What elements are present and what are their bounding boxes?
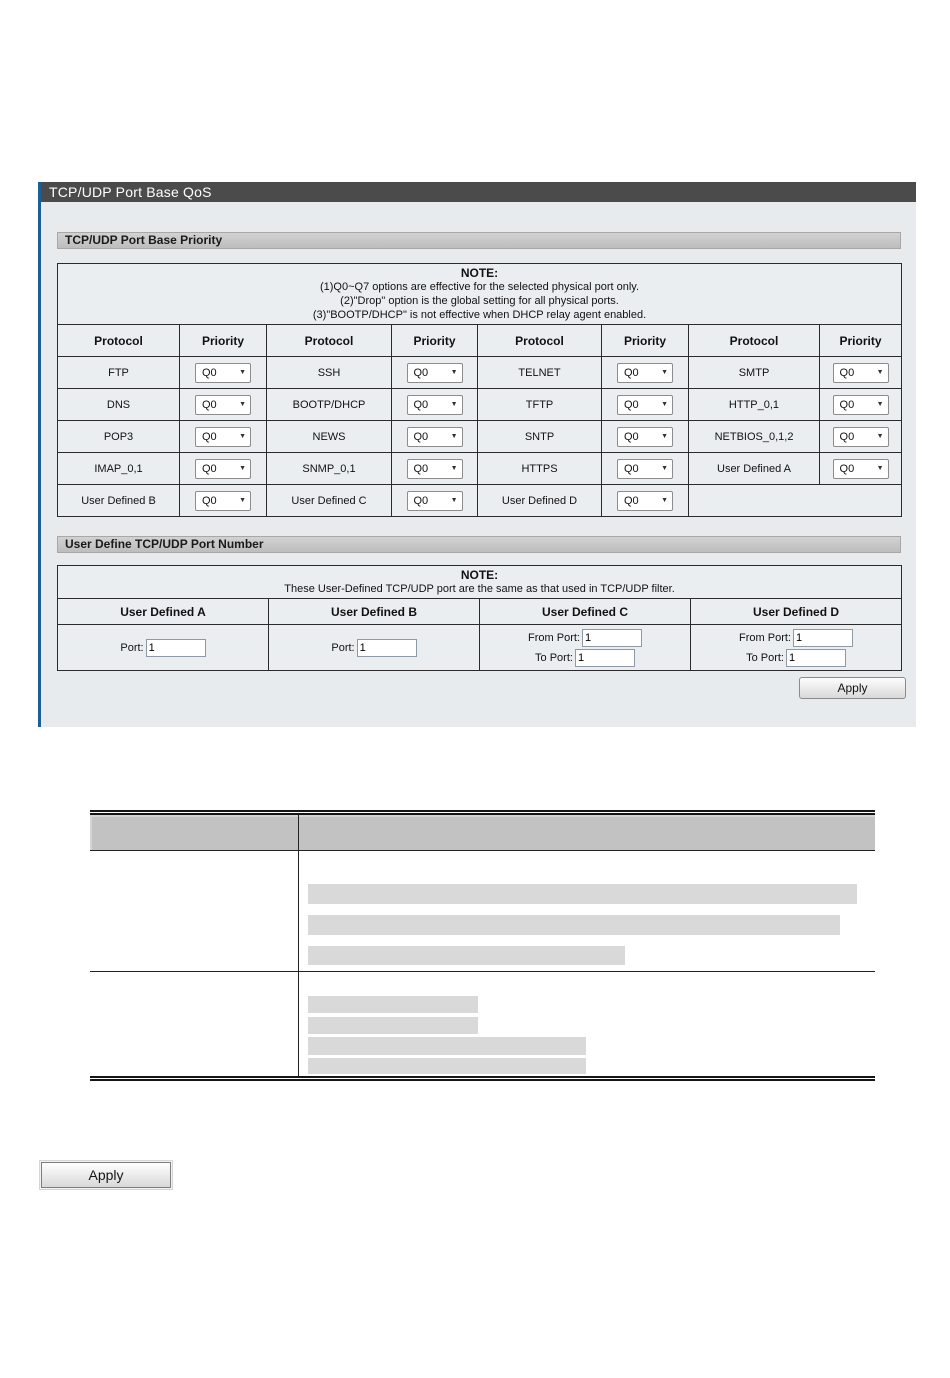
priority-select-value: Q0 (624, 494, 639, 507)
column-header: Priority (180, 325, 267, 357)
priority-select-user-defined-c[interactable] (407, 491, 463, 511)
redacted-text-bar (308, 1017, 478, 1034)
priority-cell (180, 453, 267, 485)
priority-cell (392, 453, 478, 485)
chevron-down-icon: ▼ (450, 433, 458, 440)
protocol-label: DNS (58, 389, 180, 421)
priority-select-user-defined-b[interactable] (195, 491, 251, 511)
priority-cell (392, 357, 478, 389)
user-define-header-row (58, 599, 902, 625)
priority-table-row (58, 357, 902, 389)
redacted-text-bar (308, 1058, 586, 1074)
priority-table-row (58, 453, 902, 485)
port-field-label: To Port: (746, 651, 784, 664)
chevron-down-icon: ▼ (876, 401, 884, 408)
protocol-label: SNTP (478, 421, 602, 453)
protocol-label: BOOTP/DHCP (267, 389, 392, 421)
priority-select-value: Q0 (413, 462, 429, 475)
priority-select-value: Q0 (624, 366, 639, 379)
port-input-user-defined-c-to-port-[interactable] (575, 649, 635, 667)
column-header: Protocol (267, 325, 392, 357)
protocol-label: HTTP_0,1 (689, 389, 820, 421)
priority-cell (602, 485, 689, 517)
section-header-user-define-port: User Define TCP/UDP Port Number (57, 536, 901, 553)
priority-select-value: Q0 (202, 398, 217, 411)
chevron-down-icon: ▼ (239, 465, 246, 472)
priority-cell (180, 389, 267, 421)
qos-config-panel (38, 182, 916, 727)
priority-select-value: Q0 (624, 462, 639, 475)
protocol-label: NEWS (267, 421, 392, 453)
priority-select-value: Q0 (202, 494, 217, 507)
priority-select-user-defined-d[interactable] (617, 491, 673, 511)
protocol-label: TFTP (478, 389, 602, 421)
priority-select-sntp[interactable] (617, 427, 673, 447)
note-line: These User-Defined TCP/UDP port are the same as that used in TCP/UDP filter. (284, 583, 675, 595)
priority-select-snmp-0-1[interactable] (407, 459, 463, 479)
doc-table-row-divider (90, 971, 875, 972)
priority-cell (392, 421, 478, 453)
column-header: User Defined C (480, 599, 691, 625)
priority-cell (180, 485, 267, 517)
priority-select-value: Q0 (413, 430, 429, 443)
priority-table-row (58, 389, 902, 421)
apply-button-panel[interactable]: Apply (799, 677, 906, 699)
priority-cell (820, 421, 902, 453)
user-define-cell (58, 625, 269, 671)
priority-select-ssh[interactable] (407, 363, 463, 383)
chevron-down-icon: ▼ (661, 497, 668, 504)
chevron-down-icon: ▼ (661, 369, 668, 376)
priority-select-bootp-dhcp[interactable] (407, 395, 463, 415)
priority-cell (602, 357, 689, 389)
priority-cell (392, 485, 478, 517)
port-input-user-defined-b-port-[interactable] (357, 639, 417, 657)
priority-select-smtp[interactable] (833, 363, 889, 383)
protocol-label: User Defined A (689, 453, 820, 485)
priority-cell (602, 453, 689, 485)
protocol-label: User Defined D (478, 485, 602, 517)
priority-select-netbios-0-1-2[interactable] (833, 427, 889, 447)
priority-select-value: Q0 (839, 430, 855, 443)
user-define-table (57, 565, 902, 671)
priority-select-telnet[interactable] (617, 363, 673, 383)
priority-select-ftp[interactable] (195, 363, 251, 383)
column-header: Priority (820, 325, 902, 357)
priority-table-header-row (58, 325, 902, 357)
empty-cell (689, 485, 902, 517)
note-line-1: (1)Q0~Q7 options are effective for the selected physical port only. (319, 281, 640, 293)
user-define-cell (480, 625, 691, 671)
protocol-label: User Defined B (58, 485, 180, 517)
apply-button-bottom[interactable]: Apply (41, 1162, 171, 1188)
priority-cell (820, 357, 902, 389)
protocol-label: POP3 (58, 421, 180, 453)
redacted-text-bar (308, 1037, 586, 1055)
priority-select-dns[interactable] (195, 395, 251, 415)
port-field-label: To Port: (535, 651, 573, 664)
priority-cell (602, 389, 689, 421)
page-title: TCP/UDP Port Base QoS (41, 182, 916, 202)
priority-table-row (58, 485, 902, 517)
chevron-down-icon: ▼ (661, 465, 668, 472)
priority-select-value: Q0 (624, 398, 639, 411)
note-title: NOTE: (460, 568, 499, 582)
priority-select-news[interactable] (407, 427, 463, 447)
priority-cell (180, 421, 267, 453)
priority-select-value: Q0 (202, 430, 217, 443)
section-header-port-base-priority: TCP/UDP Port Base Priority (57, 232, 901, 249)
priority-select-imap-0-1[interactable] (195, 459, 251, 479)
priority-note (58, 264, 902, 325)
port-input-user-defined-d-to-port-[interactable] (786, 649, 846, 667)
note-line-2: (2)"Drop" option is the global setting for all physical ports. (340, 295, 619, 307)
redacted-text-bar (308, 884, 857, 904)
user-define-cell (691, 625, 902, 671)
chevron-down-icon: ▼ (450, 465, 458, 472)
protocol-label: IMAP_0,1 (58, 453, 180, 485)
chevron-down-icon: ▼ (450, 369, 458, 376)
priority-select-user-defined-a[interactable] (833, 459, 889, 479)
note-line-3: (3)"BOOTP/DHCP" is not effective when DHCP relay agent enabled. (312, 309, 647, 321)
user-define-body-row (58, 625, 902, 671)
priority-select-value: Q0 (413, 398, 429, 411)
priority-table-row (58, 421, 902, 453)
column-header: Priority (392, 325, 478, 357)
priority-cell (392, 389, 478, 421)
chevron-down-icon: ▼ (661, 433, 668, 440)
user-define-cell (269, 625, 480, 671)
column-header: User Defined A (58, 599, 269, 625)
doc-table (90, 810, 875, 1081)
column-header: User Defined D (691, 599, 902, 625)
redacted-text-bar (308, 915, 840, 935)
redacted-text-bar (308, 946, 625, 965)
priority-select-value: Q0 (413, 494, 429, 507)
redacted-text-bar (308, 996, 478, 1013)
column-header: Priority (602, 325, 689, 357)
priority-select-value: Q0 (202, 366, 217, 379)
column-header: Protocol (689, 325, 820, 357)
protocol-label: NETBIOS_0,1,2 (689, 421, 820, 453)
doc-table-column-divider (298, 815, 299, 1076)
column-header: Protocol (478, 325, 602, 357)
protocol-label: FTP (58, 357, 180, 389)
apply-button-frame (39, 1160, 173, 1190)
port-field-label: Port: (331, 641, 355, 654)
protocol-label: SNMP_0,1 (267, 453, 392, 485)
priority-select-pop3[interactable] (195, 427, 251, 447)
chevron-down-icon: ▼ (661, 401, 668, 408)
priority-select-https[interactable] (617, 459, 673, 479)
doc-table-header-row (90, 815, 875, 851)
column-header: Protocol (58, 325, 180, 357)
protocol-label: HTTPS (478, 453, 602, 485)
priority-select-value: Q0 (413, 366, 429, 379)
column-header: User Defined B (269, 599, 480, 625)
priority-select-value: Q0 (202, 462, 217, 475)
port-input-user-defined-a-port-[interactable] (146, 639, 206, 657)
port-field-label: From Port: (739, 631, 791, 644)
priority-cell (820, 453, 902, 485)
chevron-down-icon: ▼ (876, 369, 884, 376)
chevron-down-icon: ▼ (239, 497, 246, 504)
priority-table (57, 263, 902, 517)
protocol-label: SMTP (689, 357, 820, 389)
priority-select-tftp[interactable] (617, 395, 673, 415)
priority-select-value: Q0 (839, 462, 855, 475)
protocol-label: TELNET (478, 357, 602, 389)
priority-cell (602, 421, 689, 453)
chevron-down-icon: ▼ (876, 433, 884, 440)
chevron-down-icon: ▼ (239, 401, 246, 408)
port-field-label: Port: (120, 641, 144, 654)
protocol-label: User Defined C (267, 485, 392, 517)
port-field-label: From Port: (528, 631, 580, 644)
port-input-user-defined-d-from-port-[interactable] (793, 629, 853, 647)
priority-select-http-0-1[interactable] (833, 395, 889, 415)
priority-select-value: Q0 (839, 398, 855, 411)
user-define-note (58, 566, 902, 599)
priority-cell (820, 389, 902, 421)
chevron-down-icon: ▼ (239, 369, 246, 376)
port-input-user-defined-c-from-port-[interactable] (582, 629, 642, 647)
chevron-down-icon: ▼ (450, 497, 458, 504)
priority-select-value: Q0 (839, 366, 855, 379)
chevron-down-icon: ▼ (876, 465, 884, 472)
chevron-down-icon: ▼ (239, 433, 246, 440)
priority-select-value: Q0 (624, 430, 639, 443)
priority-cell (180, 357, 267, 389)
note-title: NOTE: (460, 266, 499, 280)
chevron-down-icon: ▼ (450, 401, 458, 408)
protocol-label: SSH (267, 357, 392, 389)
